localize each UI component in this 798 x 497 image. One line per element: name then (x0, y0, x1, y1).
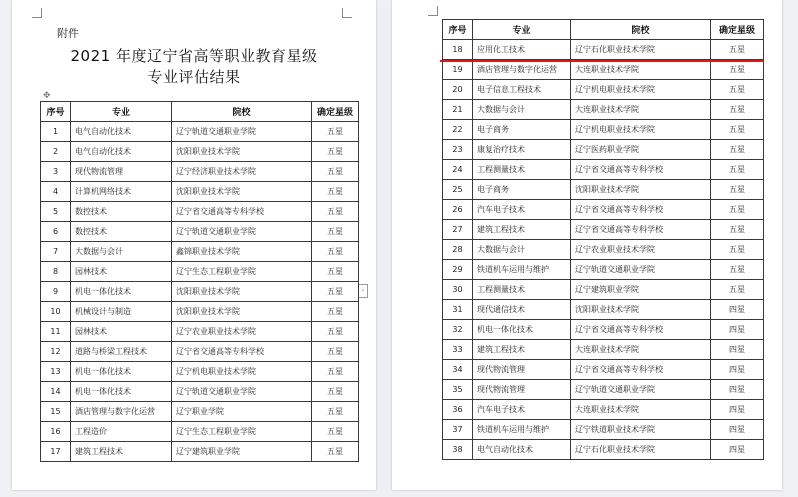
table-row (443, 340, 764, 360)
row-major: 道路与桥梁工程技术 (71, 342, 172, 362)
table-row (443, 240, 764, 260)
table-row (443, 420, 764, 440)
row-level: 五星 (711, 200, 764, 220)
row-major: 电气自动化技术 (71, 122, 172, 142)
row-school: 辽宁农业职业技术学院 (571, 240, 711, 260)
row-level: 五星 (312, 302, 359, 322)
row-level: 五星 (711, 160, 764, 180)
row-school: 辽宁省交通高等专科学校 (571, 220, 711, 240)
row-school: 辽宁生态工程职业学院 (172, 262, 312, 282)
row-level: 五星 (312, 422, 359, 442)
row-school: 辽宁省交通高等专科学校 (571, 320, 711, 340)
row-level: 五星 (312, 142, 359, 162)
row-major: 现代物流管理 (473, 380, 571, 400)
table-row (443, 260, 764, 280)
table-row (41, 202, 359, 222)
table-header-row (443, 20, 764, 40)
row-level: 四星 (711, 300, 764, 320)
row-school: 大连职业技术学院 (571, 60, 711, 80)
row-index: 37 (443, 420, 473, 440)
row-major: 现代通信技术 (473, 300, 571, 320)
row-index: 19 (443, 60, 473, 80)
row-level: 五星 (711, 260, 764, 280)
row-level: 五星 (711, 60, 764, 80)
row-school: 大连职业技术学院 (571, 100, 711, 120)
row-major: 工程造价 (71, 422, 172, 442)
header-major: 专业 (71, 102, 172, 122)
table-row (41, 322, 359, 342)
row-level: 五星 (312, 202, 359, 222)
row-level: 五星 (312, 262, 359, 282)
row-school: 沈阳职业技术学院 (571, 180, 711, 200)
table-row (443, 40, 764, 60)
row-major: 电气自动化技术 (71, 142, 172, 162)
row-index: 12 (41, 342, 71, 362)
table-row (41, 282, 359, 302)
row-level: 五星 (711, 280, 764, 300)
row-index: 13 (41, 362, 71, 382)
table-row (41, 442, 359, 462)
row-school: 辽宁农业职业技术学院 (172, 322, 312, 342)
row-school: 辽宁省交通高等专科学校 (172, 202, 312, 222)
row-index: 3 (41, 162, 71, 182)
row-major: 电子信息工程技术 (473, 80, 571, 100)
row-school: 鑫锦职业技术学院 (172, 242, 312, 262)
table-row (443, 360, 764, 380)
row-level: 五星 (312, 162, 359, 182)
row-index: 7 (41, 242, 71, 262)
row-index: 1 (41, 122, 71, 142)
row-level: 五星 (312, 182, 359, 202)
row-level: 四星 (711, 320, 764, 340)
row-index: 5 (41, 202, 71, 222)
header-index: 序号 (41, 102, 71, 122)
row-school: 大连职业技术学院 (571, 340, 711, 360)
row-index: 16 (41, 422, 71, 442)
row-major: 大数据与会计 (473, 100, 571, 120)
table-row (41, 262, 359, 282)
row-school: 辽宁经济职业技术学院 (172, 162, 312, 182)
row-level: 四星 (711, 360, 764, 380)
page-side-handle-icon[interactable]: ‹ (358, 284, 368, 298)
header-major: 专业 (473, 20, 571, 40)
crop-mark (342, 8, 352, 18)
row-school: 辽宁机电职业技术学院 (172, 362, 312, 382)
row-school: 辽宁省交通高等专科学校 (172, 342, 312, 362)
row-school: 沈阳职业技术学院 (172, 282, 312, 302)
row-major: 建筑工程技术 (473, 340, 571, 360)
table-row (443, 320, 764, 340)
row-school: 辽宁轨道交通职业学院 (172, 222, 312, 242)
row-level: 五星 (312, 242, 359, 262)
row-school: 沈阳职业技术学院 (172, 142, 312, 162)
header-school: 院校 (571, 20, 711, 40)
row-major: 大数据与会计 (473, 240, 571, 260)
row-index: 17 (41, 442, 71, 462)
row-school: 辽宁职业学院 (172, 402, 312, 422)
row-index: 27 (443, 220, 473, 240)
table-row (443, 100, 764, 120)
table-header-row (41, 102, 359, 122)
row-level: 五星 (312, 222, 359, 242)
row-major: 电子商务 (473, 180, 571, 200)
header-index: 序号 (443, 20, 473, 40)
row-level: 四星 (711, 380, 764, 400)
row-major: 园林技术 (71, 322, 172, 342)
row-school: 辽宁建筑职业学院 (571, 280, 711, 300)
row-level: 五星 (711, 180, 764, 200)
results-table-left (40, 101, 359, 462)
table-row (443, 200, 764, 220)
row-level: 四星 (711, 440, 764, 460)
crop-mark (428, 6, 438, 16)
table-row (443, 220, 764, 240)
results-table-right (442, 19, 764, 460)
row-school: 沈阳职业技术学院 (172, 182, 312, 202)
table-row (41, 402, 359, 422)
row-index: 25 (443, 180, 473, 200)
header-level: 确定星级 (711, 20, 764, 40)
row-index: 26 (443, 200, 473, 220)
row-school: 辽宁生态工程职业学院 (172, 422, 312, 442)
row-school: 大连职业技术学院 (571, 400, 711, 420)
row-school: 沈阳职业技术学院 (172, 302, 312, 322)
row-school: 辽宁轨道交通职业学院 (172, 122, 312, 142)
table-row (443, 440, 764, 460)
row-index: 32 (443, 320, 473, 340)
table-row (443, 280, 764, 300)
row-major: 电子商务 (473, 120, 571, 140)
row-level: 五星 (312, 342, 359, 362)
attachment-label: 附件 (57, 27, 79, 40)
row-major: 建筑工程技术 (473, 220, 571, 240)
row-major: 机械设计与制造 (71, 302, 172, 322)
row-index: 20 (443, 80, 473, 100)
table-row (41, 422, 359, 442)
header-level: 确定星级 (312, 102, 359, 122)
row-major: 康复治疗技术 (473, 140, 571, 160)
row-index: 11 (41, 322, 71, 342)
row-major: 机电一体化技术 (473, 320, 571, 340)
row-index: 38 (443, 440, 473, 460)
row-school: 辽宁省交通高等专科学校 (571, 160, 711, 180)
table-row (443, 300, 764, 320)
row-index: 23 (443, 140, 473, 160)
row-index: 10 (41, 302, 71, 322)
row-level: 五星 (312, 122, 359, 142)
table-row (443, 180, 764, 200)
table-row (41, 382, 359, 402)
row-index: 29 (443, 260, 473, 280)
row-major: 工程测量技术 (473, 160, 571, 180)
row-school: 辽宁铁道职业技术学院 (571, 420, 711, 440)
table-row (41, 242, 359, 262)
row-level: 五星 (312, 442, 359, 462)
row-index: 18 (443, 40, 473, 60)
table-row (41, 342, 359, 362)
row-school: 辽宁省交通高等专科学校 (571, 200, 711, 220)
table-row (443, 380, 764, 400)
row-index: 6 (41, 222, 71, 242)
row-major: 酒店管理与数字化运营 (473, 60, 571, 80)
row-major: 数控技术 (71, 222, 172, 242)
table-row (41, 182, 359, 202)
row-major: 计算机网络技术 (71, 182, 172, 202)
row-level: 五星 (312, 382, 359, 402)
red-annotation-line (440, 60, 764, 62)
row-school: 辽宁机电职业技术学院 (571, 120, 711, 140)
row-major: 应用化工技术 (473, 40, 571, 60)
row-level: 四星 (711, 420, 764, 440)
row-index: 4 (41, 182, 71, 202)
row-school: 辽宁轨道交通职业学院 (571, 380, 711, 400)
row-school: 辽宁医药职业学院 (571, 140, 711, 160)
row-index: 36 (443, 400, 473, 420)
header-school: 院校 (172, 102, 312, 122)
row-major: 建筑工程技术 (71, 442, 172, 462)
row-level: 五星 (711, 140, 764, 160)
row-major: 酒店管理与数字化运营 (71, 402, 172, 422)
row-level: 五星 (312, 402, 359, 422)
row-major: 汽车电子技术 (473, 200, 571, 220)
row-school: 辽宁机电职业技术学院 (571, 80, 711, 100)
row-index: 33 (443, 340, 473, 360)
table-row (443, 60, 764, 80)
crop-mark (32, 8, 42, 18)
table-row (41, 142, 359, 162)
row-index: 28 (443, 240, 473, 260)
row-major: 机电一体化技术 (71, 362, 172, 382)
row-major: 数控技术 (71, 202, 172, 222)
row-index: 21 (443, 100, 473, 120)
row-index: 34 (443, 360, 473, 380)
row-major: 工程测量技术 (473, 280, 571, 300)
row-major: 现代物流管理 (71, 162, 172, 182)
row-major: 机电一体化技术 (71, 382, 172, 402)
table-row (41, 222, 359, 242)
row-major: 电气自动化技术 (473, 440, 571, 460)
row-major: 铁道机车运用与维护 (473, 260, 571, 280)
document-title: 2021 年度辽宁省高等职业教育星级 (70, 47, 318, 65)
row-school: 沈阳职业技术学院 (571, 300, 711, 320)
table-row (443, 80, 764, 100)
row-index: 31 (443, 300, 473, 320)
row-major: 大数据与会计 (71, 242, 172, 262)
table-row (41, 162, 359, 182)
row-level: 五星 (312, 362, 359, 382)
table-row (443, 160, 764, 180)
row-index: 22 (443, 120, 473, 140)
row-index: 2 (41, 142, 71, 162)
row-school: 辽宁轨道交通职业学院 (172, 382, 312, 402)
row-index: 9 (41, 282, 71, 302)
row-level: 五星 (711, 240, 764, 260)
row-level: 五星 (312, 282, 359, 302)
row-level: 五星 (711, 40, 764, 60)
table-row (41, 362, 359, 382)
row-major: 机电一体化技术 (71, 282, 172, 302)
row-level: 四星 (711, 340, 764, 360)
row-level: 五星 (312, 322, 359, 342)
row-index: 35 (443, 380, 473, 400)
row-index: 15 (41, 402, 71, 422)
row-school: 辽宁省交通高等专科学校 (571, 360, 711, 380)
row-school: 辽宁石化职业技术学院 (571, 40, 711, 60)
row-level: 四星 (711, 400, 764, 420)
row-level: 五星 (711, 120, 764, 140)
row-index: 14 (41, 382, 71, 402)
row-level: 五星 (711, 100, 764, 120)
document-subtitle: 专业评估结果 (147, 68, 241, 86)
row-school: 辽宁建筑职业学院 (172, 442, 312, 462)
table-row (443, 400, 764, 420)
row-level: 五星 (711, 80, 764, 100)
row-index: 8 (41, 262, 71, 282)
table-row (41, 302, 359, 322)
row-major: 铁道机车运用与维护 (473, 420, 571, 440)
row-school: 辽宁轨道交通职业学院 (571, 260, 711, 280)
row-index: 30 (443, 280, 473, 300)
row-school: 辽宁石化职业技术学院 (571, 440, 711, 460)
row-major: 现代物流管理 (473, 360, 571, 380)
table-row (41, 122, 359, 142)
row-index: 24 (443, 160, 473, 180)
move-anchor-icon[interactable]: ✥ (43, 91, 51, 101)
row-level: 五星 (711, 220, 764, 240)
table-row (443, 120, 764, 140)
table-row (443, 140, 764, 160)
row-major: 汽车电子技术 (473, 400, 571, 420)
row-major: 园林技术 (71, 262, 172, 282)
